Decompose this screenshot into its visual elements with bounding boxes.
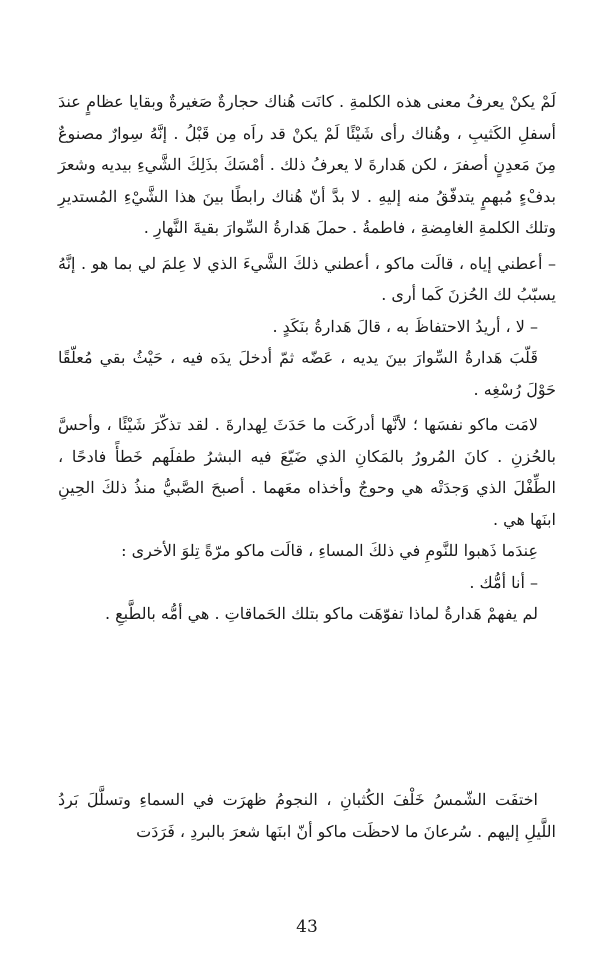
dialogue-paragraph: – أعطني إياه ، قالَت ماكو ، أعطني ذلكَ الشَّيءَ الذي لا عِلمَ لي بما هو . إنَّهُ يسبّبُ لك الحُزنَ كَما أرى . bbox=[58, 253, 556, 304]
dialogue-paragraph: – لا ، أريدُ الاحتفاظَ به ، قالَ هَدارةُ بنَكَدٍ . bbox=[272, 316, 538, 336]
body-text bbox=[58, 86, 556, 630]
paragraph: لَمْ يكنْ يعرفُ معنى هذه الكلمةِ . كانَت هُناك حجارةٌ صَغيرةٌ وبقايا عظامٍ عندَ أسفلِ الكَثيبِ ، وهُناك رأى شَيْئًا لَمْ يكنْ قد راَه مِن قَبْلُ . إنَّهُ سِوارٌ مصنوعٌ مِنَ مَعدِنٍ أصفرَ ، لكن هَدارةَ لا يعرفُ ذلك . أمْسَكَ بذَلِكَ الشَّيءِ بيديه وشعرَ بدفْءٍ مُبهمٍ يتدفّقُ منه إليهِ . لا بدَّ أنّ هُناك رابطًا بينَ هذا الشَّيْءِ المُستديرِ وتلك الكلمةِ الغامِضةِ ، فاطمةُ . حملَ هَدارةُ السِّوارَ بقيةَ النَّهارِ . bbox=[58, 92, 556, 237]
page-number: 43 bbox=[296, 917, 318, 937]
dialogue-paragraph: – أنا أمُّك . bbox=[469, 572, 538, 592]
paragraph: قَلّبَ هَدارةُ السِّوارَ بينَ يديه ، عَضّه ثمّ أدخلَ يدَه فيه ، حَيْثُ بقي مُعلّقًا حَوْلَ رُسْغِه . bbox=[58, 348, 556, 399]
body-text-after-break bbox=[58, 784, 556, 847]
paragraph: لم يفهمْ هَدارةُ لماذا تفوّهَت ماكو بتلك الحَماقاتِ . هي أمُّه بالطَّبعِ . bbox=[104, 604, 538, 623]
paragraph: لامَت ماكو نفسَها ؛ لأنَّها أدركَت ما حَدَثَ لِهدارةَ . لقد تذكّرَ شَيْئًا ، وأحسَّ بالحُزنِ . كانَ المُرورُ بالمَكانِ الذي ضَيّعَ فيه البشرُ طفلَهم خَطأً فادحًا ، الطِّفْلَ الذي وَجدَتْه هي وحوجٌ وأخذاه معَهما . أصبحَ الصَّبيُّ منذُ ذلكَ الحِينِ ابنَها هي . bbox=[58, 415, 556, 529]
paragraph: عِندَما ذَهبوا للنَّومِ في ذلكَ المساءِ ، قالَت ماكو مرّةً تِلوَ الأخرى : bbox=[121, 541, 538, 560]
paragraph: اختفَت الشّمسُ خَلْفَ الكُثبانِ ، النجومُ ظهرَت في السماءِ وتسلَّلَ بَردُ اللَّيلِ إليهم . سُرعانَ ما لاحظَت ماكو أنّ ابنَها شعرَ بالبردِ ، فَرَدَت bbox=[58, 790, 556, 841]
